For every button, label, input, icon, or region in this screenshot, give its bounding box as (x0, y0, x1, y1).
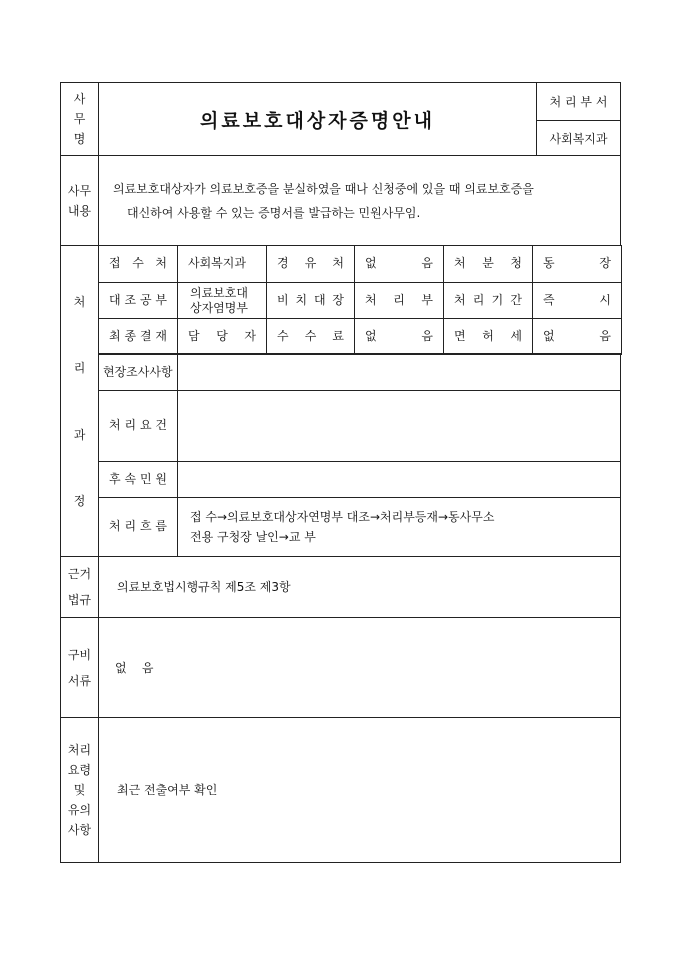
process-grid-cell (354, 282, 444, 319)
cell-text: 접 수 처 (109, 256, 167, 270)
law-value: 의료보호법시행규칙 제5조 제3항 (98, 556, 621, 618)
label-char: 사 (73, 92, 86, 106)
follow-up-label (98, 461, 178, 498)
label-char: 처 (73, 294, 86, 309)
affair-name-label (60, 82, 99, 156)
page-title: 의료보호대상자증명안내 (98, 82, 537, 156)
cell-text: 없 음 (365, 256, 433, 270)
process-grid-cell (443, 245, 533, 283)
label-line: 내용 (67, 203, 92, 218)
label-line: 처리 (67, 743, 92, 757)
label-text: 후 속 민 원 (109, 472, 167, 486)
content-line: 의료보호대상자가 의료보호증을 분실하였을 때나 신청중에 있을 때 의료보호증을 (113, 181, 534, 196)
cell-text: 없 음 (365, 329, 433, 343)
process-grid-cell (177, 318, 267, 355)
site-survey-value (177, 353, 621, 391)
cell-text: 처 분 청 (454, 256, 522, 270)
label-char: 과 (73, 427, 86, 442)
process-grid-cell (98, 282, 178, 319)
process-grid-cell (532, 245, 622, 283)
flow-value (177, 497, 621, 557)
content-text (98, 155, 621, 246)
flow-line: 전용 구청장 날인→교 부 (190, 530, 316, 544)
label-char: 정 (73, 494, 86, 509)
process-grid-cell (266, 282, 355, 319)
label-text: 처 리 흐 름 (109, 519, 167, 533)
cell-text: 비 치 대 장 (277, 293, 344, 307)
notes-label (60, 717, 99, 863)
content-label (60, 155, 99, 246)
label-char: 리 (73, 361, 86, 376)
label-line: 법규 (67, 593, 92, 607)
process-grid-cell (177, 282, 267, 319)
cell-text: 즉 시 (543, 293, 611, 307)
label-char: 명 (73, 132, 86, 146)
law-label (60, 556, 99, 618)
process-grid-cell (532, 318, 622, 355)
cell-text: 처 리 부 (365, 293, 433, 307)
dept-value: 사회복지과 (536, 120, 621, 156)
site-survey-label (98, 353, 178, 391)
label-line: 유의 (67, 803, 92, 817)
flow-line: 접 수→의료보호대상자연명부 대조→처리부등재→동사무소 (190, 510, 495, 524)
label-line: 사항 (67, 823, 92, 837)
dept-label: 처 리 부 서 (536, 82, 621, 121)
process-grid-cell (443, 318, 533, 355)
process-grid-cell (177, 245, 267, 283)
label-line: 구비 (67, 647, 92, 662)
label-text: 현장조사사항 (103, 365, 173, 379)
process-label (60, 245, 99, 557)
process-grid-cell (443, 282, 533, 319)
requirements-value (177, 390, 621, 462)
label-line: 근거 (67, 567, 92, 581)
cell-text: 최 종 결 재 (109, 329, 167, 343)
flow-label (98, 497, 178, 557)
process-grid-cell (266, 245, 355, 283)
process-grid-cell (354, 318, 444, 355)
process-grid-cell (98, 318, 178, 355)
notes-value: 최근 전출여부 확인 (98, 717, 621, 863)
process-grid-cell (98, 245, 178, 283)
cell-text: 면 허 세 (454, 329, 522, 343)
requirements-label (98, 390, 178, 462)
cell-text: 수 수 료 (277, 329, 344, 343)
cell-text: 의료보호대 상자염명부 (190, 286, 248, 315)
process-grid-cell (532, 282, 622, 319)
cell-text: 사회복지과 (188, 256, 246, 270)
label-line: 사무 (67, 183, 92, 198)
cell-text: 처 리 기 간 (454, 293, 522, 307)
label-line: 서류 (67, 673, 92, 688)
cell-text: 동 장 (543, 256, 611, 270)
label-line: 및 (73, 783, 86, 797)
documents-value: 없 음 (98, 617, 621, 718)
process-grid-cell (266, 318, 355, 355)
process-grid-cell (354, 245, 444, 283)
cell-text: 담 당 자 (188, 329, 256, 343)
cell-text: 없 음 (543, 329, 611, 343)
follow-up-value (177, 461, 621, 498)
content-line: 대신하여 사용할 수 있는 증명서를 발급하는 민원사무임. (127, 205, 421, 220)
label-text: 처 리 요 건 (109, 418, 167, 432)
cell-text: 경 유 처 (277, 256, 344, 270)
label-line: 요령 (67, 763, 92, 777)
label-char: 무 (73, 112, 86, 126)
documents-label (60, 617, 99, 718)
cell-text: 대 조 공 부 (109, 293, 167, 307)
